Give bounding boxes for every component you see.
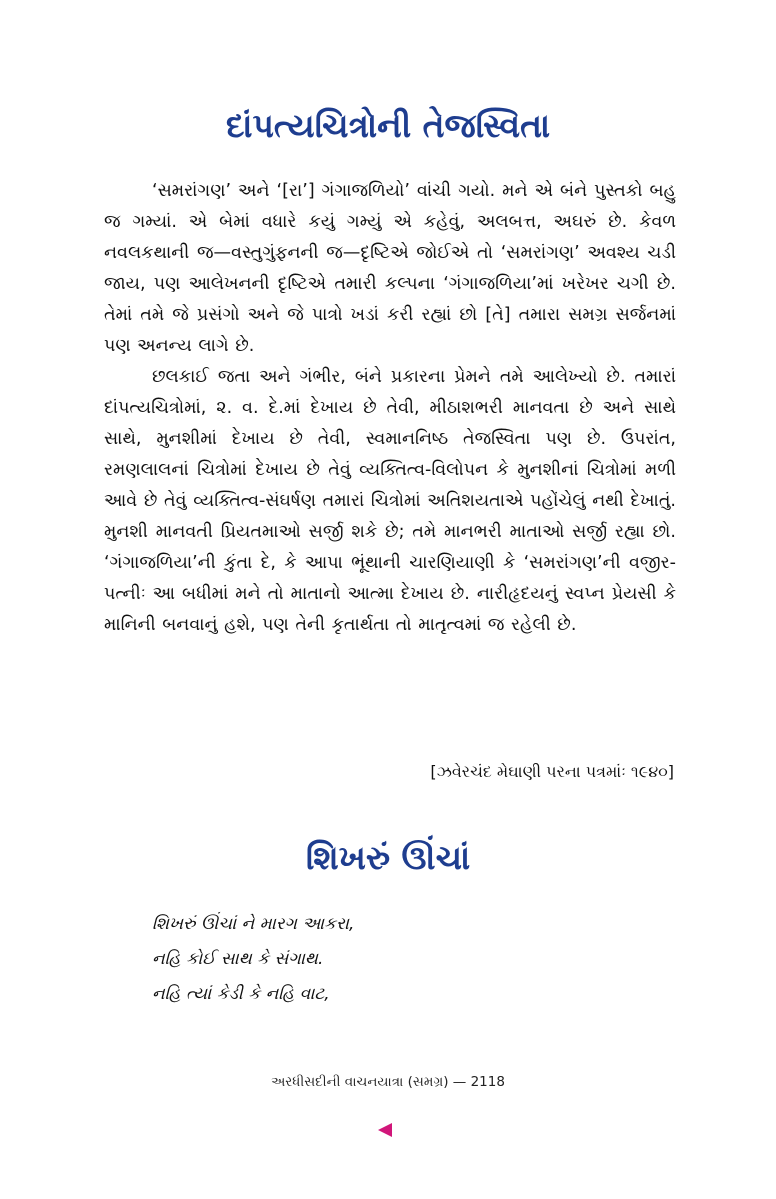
poem-title: શિખરું ઊંચાં	[305, 838, 471, 877]
paragraph-2: છલકાઈ જતા અને ગંભીર, બંને પ્રકારના પ્રેમને તમે આલેખ્યો છે. તમારાં દાંપત્યચિત્રોમાં, ૨. વ. દે.માં દેખાય છે તેવી, મીઠાશભરી માનવતા છે અને સાથે સાથે, મુનશીમાં દેખાય છે તેવી, સ્વમાનનિષ્ઠ તેજસ્વિતા પણ છે. ઉપરાંત, રમણલાલનાં ચિત્રોમાં દેખાય છે તેવું વ્યક્તિત્વ-વિલોપન કે મુનશીનાં ચિત્રોમાં મળી આવે છે તેવું વ્યક્તિત્વ-સંઘર્ષણ તમારાં ચિત્રોમાં અતિશયતાએ પહોંચેલું નથી દેખાતું. મુનશી માનવતી પ્રિયતમાઓ સર્જી શકે છે; તમે માનભરી માતાઓ સર્જી રહ્યા છો. ‘ગંગાજળિયા’ની કુંતા દે, કે આપા ભૂંથાની ચારણિયાણી કે ‘સમરાંગણ’ની વજીર-પત્નીઃ આ બધીમાં મને તો માતાનો આત્મા દેખાય છે. નારીહૃદયનું સ્વપ્ન પ્રેયસી કે માનિની બનવાનું હશે, પણ તેની કૃતાર્થતા તો માતૃત્વમાં જ રહેલી છે.	[104, 367, 676, 635]
previous-page-icon[interactable]	[378, 1123, 392, 1137]
source-attribution: [ઝવેરચંદ મેઘાણી પરના પત્રમાંઃ ૧૯૪૦]	[430, 762, 674, 781]
poem-body	[152, 907, 652, 1012]
poem-line-3: નહિ ત્યાં કેડી કે નહિ વાટ,	[152, 984, 330, 1004]
article-body	[104, 176, 676, 641]
article-title: દાંપત્યચિત્રોની તેજસ્વિતા	[225, 106, 551, 145]
poem-line-1: શિખરું ઊંચાં ને મારગ આકરા,	[152, 914, 355, 934]
paragraph-1: ‘સમરાંગણ’ અને ‘[રા’] ગંગાજળિયો’ વાંચી ગયો. મને એ બંને પુસ્તકો બહુ જ ગમ્યાં. એ બેમાં વધારે કયું ગમ્યું એ કહેવું, અલબત્ત, અઘરું છે. કેવળ નવલકથાની જ—વસ્તુગુંફનની જ—દૃષ્ટિએ જોઈએ તો ‘સમરાંગણ’ અવશ્ય ચડી જાય, પણ આલેખનની દૃષ્ટિએ તમારી કલ્પના ‘ગંગાજળિયા’માં ખરેખર ચગી છે. તેમાં તમે જે પ્રસંગો અને જે પાત્રો ખડાં કરી રહ્યાં છો [તે] તમારા સમગ્ર સર્જનમાં પણ અનન્ય લાગે છે.	[104, 181, 676, 356]
page-footer: અરધીસદીની વાચનયાત્રા (સમગ્ર) — 2118	[271, 1074, 505, 1090]
poem-line-2: નહિ કોઈ સાથ કે સંગાથ.	[152, 949, 324, 969]
